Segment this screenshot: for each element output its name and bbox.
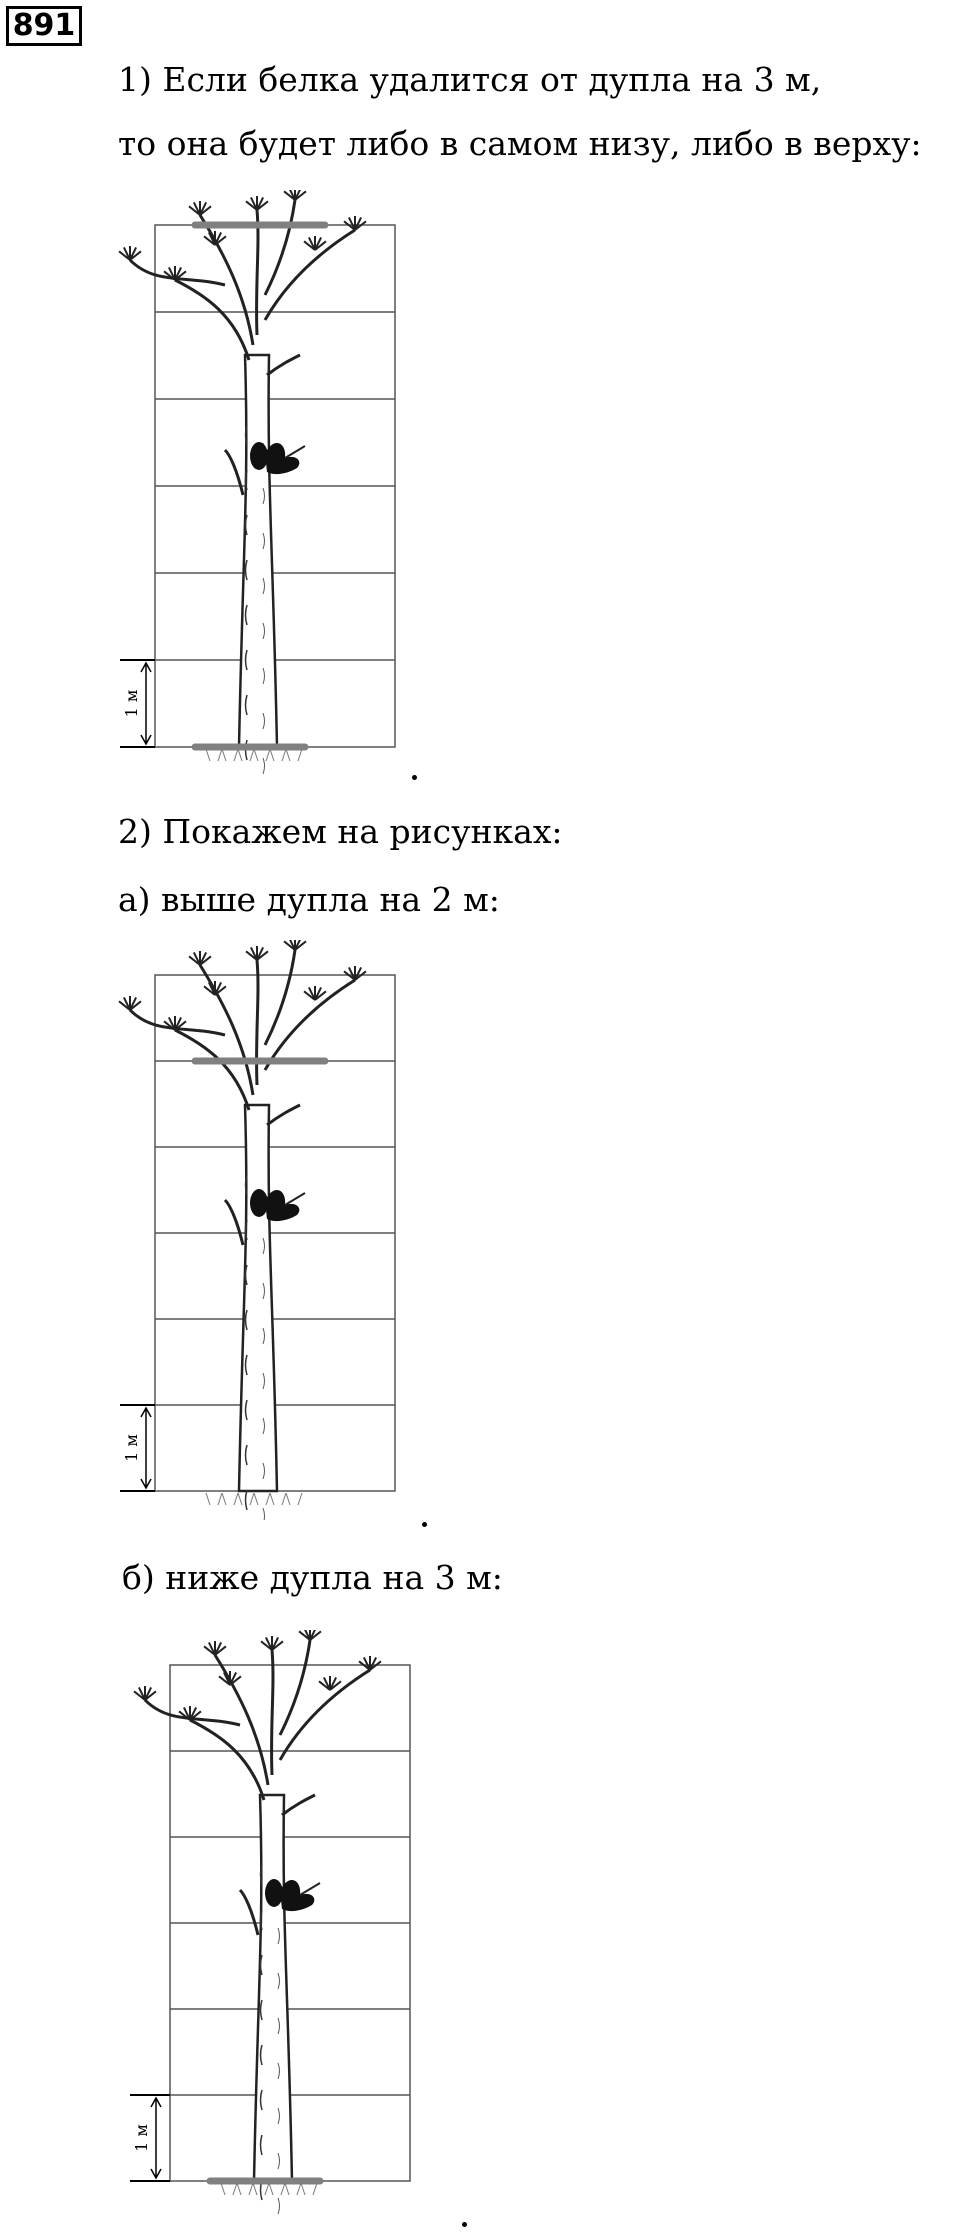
grass-blade <box>270 1493 274 1505</box>
tree-branch <box>285 446 305 458</box>
tree-branch <box>265 980 355 1070</box>
grass-blade <box>206 1493 210 1505</box>
tree-branch <box>200 965 253 1095</box>
tree-branch <box>280 1640 310 1735</box>
tree-branch <box>265 950 295 1045</box>
figure-1 <box>110 190 430 790</box>
grass-blade <box>250 1493 254 1505</box>
squirrel <box>265 1190 299 1221</box>
tree-branch <box>200 215 253 345</box>
tree-branch <box>257 210 258 335</box>
tree-branch <box>265 200 295 295</box>
part2-b-label: б) ниже дупла на 3 м: <box>122 1558 503 1597</box>
part2-intro: 2) Покажем на рисунках: <box>118 812 563 851</box>
grass-blade <box>254 1493 258 1505</box>
bark-mark <box>263 1508 265 1520</box>
grass-blade <box>234 1493 238 1505</box>
tree-branch <box>282 1795 315 1815</box>
tree-branch <box>225 1200 243 1245</box>
dot-3 <box>462 2222 467 2227</box>
tree-branch <box>240 1890 258 1935</box>
grass-blade <box>253 2183 257 2195</box>
scale-label: 1 м <box>122 1434 141 1462</box>
grass-blade <box>269 2183 273 2195</box>
part2-a-label: а) выше дупла на 2 м: <box>118 880 500 919</box>
grass-blade <box>301 2183 305 2195</box>
grass-blade <box>250 749 254 761</box>
grass-blade <box>249 2183 253 2195</box>
tree-branch <box>300 1883 320 1895</box>
grass-blade <box>222 1493 226 1505</box>
tree-trunk <box>239 355 277 747</box>
grass-blade <box>237 2183 241 2195</box>
dot-1 <box>412 775 417 780</box>
tree-branch <box>285 1193 305 1205</box>
grass-blade <box>270 749 274 761</box>
bark-mark <box>246 1490 248 1510</box>
bark-mark <box>278 2198 280 2214</box>
grass-blade <box>238 1493 242 1505</box>
grass-blade <box>218 749 222 761</box>
tree-trunk <box>254 1795 292 2181</box>
tree-branch <box>215 1655 268 1785</box>
tree-branch <box>265 230 355 320</box>
exercise-number: 891 <box>6 6 82 46</box>
grass-blade <box>286 1493 290 1505</box>
grass-blade <box>281 2183 285 2195</box>
grass-blade <box>254 749 258 761</box>
grass-blade <box>282 1493 286 1505</box>
grass-blade <box>266 1493 270 1505</box>
tree-branch <box>280 1670 370 1760</box>
figure-2a <box>110 940 430 1520</box>
squirrel <box>265 443 299 474</box>
grass-blade <box>286 749 290 761</box>
tree-trunk <box>239 1105 277 1491</box>
grass-blade <box>234 749 238 761</box>
grass-blade <box>285 2183 289 2195</box>
grass-blade <box>266 749 270 761</box>
scale-label: 1 м <box>122 689 141 718</box>
dot-2 <box>422 1522 427 1527</box>
grass-blade <box>221 2183 225 2195</box>
tree-branch <box>272 1650 273 1775</box>
grass-blade <box>313 2183 317 2195</box>
figure-2b <box>110 1630 440 2220</box>
grass-blade <box>222 749 226 761</box>
tree-branch <box>257 960 258 1085</box>
grass-blade <box>282 749 286 761</box>
squirrel <box>280 1880 314 1911</box>
grass-blade <box>297 2183 301 2195</box>
part1-line2: то она будет либо в самом низу, либо в верху: <box>118 124 922 163</box>
grass-blade <box>206 749 210 761</box>
grass-blade <box>265 2183 269 2195</box>
grass-blade <box>233 2183 237 2195</box>
grass-blade <box>298 1493 302 1505</box>
grass-blade <box>238 749 242 761</box>
tree-branch <box>267 355 300 375</box>
scale-label: 1 м <box>132 2124 151 2152</box>
grass-blade <box>218 1493 222 1505</box>
tree-branch <box>225 450 243 495</box>
bark-mark <box>263 758 265 774</box>
tree-branch <box>267 1105 300 1125</box>
grass-blade <box>298 749 302 761</box>
part1-line1: 1) Если белка удалится от дупла на 3 м, <box>118 60 822 99</box>
